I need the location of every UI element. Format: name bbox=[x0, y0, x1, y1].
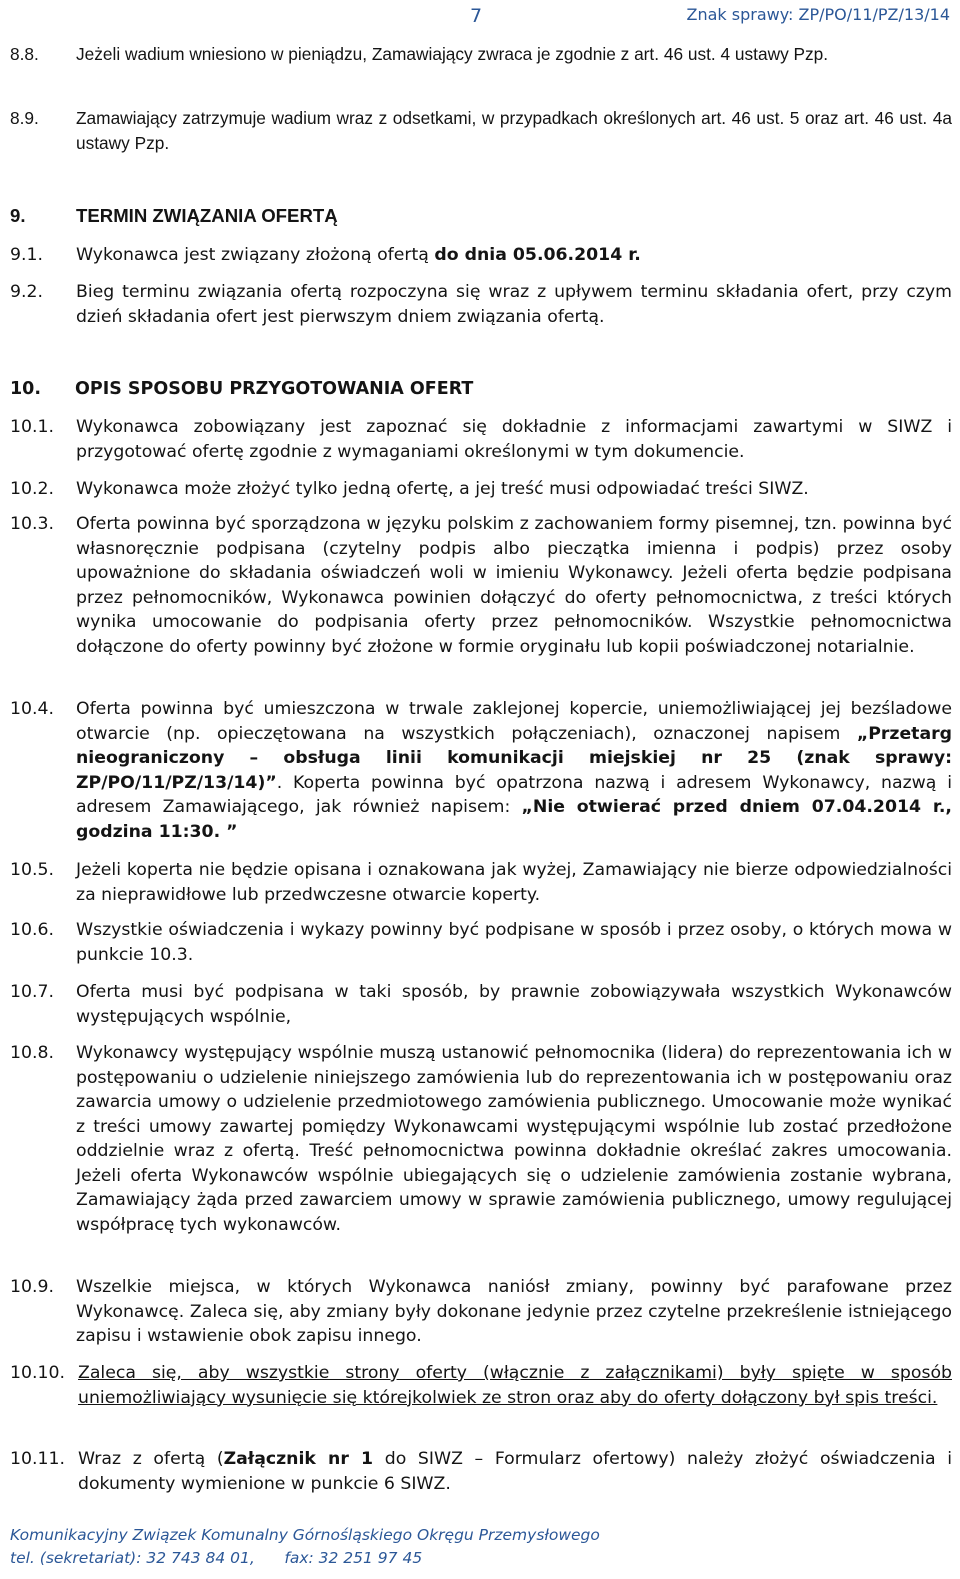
section-number: 10.2. bbox=[10, 479, 54, 499]
section-text: Wykonawcy występujący wspólnie muszą ustanowić pełnomocnika (lidera) do reprezentowania ich w postępowaniu o udzielenie niniejszego zamówienia lub do reprezentowania ich w postępowaniu oraz zawarcia umowy o udzielenie przedmiotowego zamówienia publicznego. Umocowanie może wynikać z treści umowy zawartej pomiędzy Wykonawcami występującymi wspólnie lub zostać przedłożone oddzielnie wraz z ofertą. Treść pełnomocnictwa powinna dokładnie określać zakres umocowania. Jeżeli oferta Wykonawców wspólnie ubiegających się o udzielenie zamówienia zostanie wybrana, Zamawiający żąda przed zawarciem umowy w sprawie zamówienia publicznego, umowy regulującej współpracę tych wykonawców. bbox=[76, 1043, 952, 1235]
section-text: Wykonawca jest związany złożoną ofertą bbox=[76, 245, 435, 265]
section-8-8 bbox=[10, 42, 952, 67]
attachment-label: Załącznik nr 1 bbox=[223, 1449, 374, 1469]
section-10-10 bbox=[10, 1361, 952, 1410]
section-text: Oferta powinna być umieszczona w trwale zaklejonej kopercie, uniemożliwiającej jej bezśladowe otwarcie (np. opieczętowana na wszystkich połączeniach), oznaczonej napisem bbox=[76, 699, 952, 744]
section-number: 10.9. bbox=[10, 1277, 54, 1297]
section-9-1 bbox=[10, 243, 952, 268]
section-text: Jeżeli wadium wniesiono w pieniądzu, Zamawiający zwraca je zgodnie z art. 46 ust. 4 ustawy Pzp. bbox=[76, 44, 829, 64]
section-10-1 bbox=[10, 415, 952, 464]
page-number: 7 bbox=[470, 5, 483, 27]
section-text-cont: do SIWZ – Formularz ofertowy) należy złożyć oświadczenia i dokumenty wymienione w punkcie 6 SIWZ. bbox=[78, 1449, 953, 1494]
section-number: 10.10. bbox=[10, 1363, 65, 1383]
section-10-2 bbox=[10, 477, 952, 502]
section-10-8 bbox=[10, 1041, 952, 1237]
section-text: Zaleca się, aby wszystkie strony oferty (włącznie z załącznikami) były spięte w sposób uniemożliwiający wysunięcie się którejkolwiek ze stron oraz aby do oferty dołączony był spis treści. bbox=[78, 1363, 952, 1408]
section-number: 10.4. bbox=[10, 699, 54, 719]
page-footer bbox=[10, 1524, 600, 1570]
section-10-3 bbox=[10, 512, 952, 659]
section-number: 8.9. bbox=[10, 108, 39, 128]
section-number: 10.3. bbox=[10, 514, 54, 534]
case-reference: Znak sprawy: ZP/PO/11/PZ/13/14 bbox=[686, 5, 950, 24]
section-text: Wraz z ofertą ( bbox=[78, 1449, 224, 1469]
section-text-cont: . Koperta powinna być opatrzona nazwą i adresem Wykonawcy, nazwą i adresem Zamawiającego, jak również napisem: bbox=[76, 772, 952, 817]
heading-number: 10. bbox=[10, 379, 42, 399]
section-number: 10.11. bbox=[10, 1449, 65, 1469]
section-10-11 bbox=[10, 1447, 952, 1496]
section-number: 8.8. bbox=[10, 44, 39, 64]
section-8-9 bbox=[10, 106, 952, 155]
section-text: Bieg terminu związania ofertą rozpoczyna się wraz z upływem terminu składania ofert, przy czym dzień składania ofert jest pierwszym dniem związania ofertą. bbox=[76, 282, 952, 327]
heading-title: TERMIN ZWIĄZANIA OFERTĄ bbox=[76, 205, 338, 226]
section-text: Jeżeli koperta nie będzie opisana i oznakowana jak wyżej, Zamawiający nie bierze odpowiedzialności za nieprawidłowe lub przedwczesne otwarcie koperty. bbox=[76, 860, 952, 905]
section-text: Wszelkie miejsca, w których Wykonawca naniósł zmiany, powinny być parafowane przez Wykonawcę. Zaleca się, aby zmiany były dokonane jedynie przez czytelne przekreślenie istniejącego zapisu i wstawienie obok zapisu innego. bbox=[76, 1277, 952, 1346]
section-number: 9.2. bbox=[10, 282, 43, 302]
footer-organization: Komunikacyjny Związek Komunalny Górnośląskiego Okręgu Przemysłowego bbox=[10, 1526, 600, 1544]
section-text: Wykonawca może złożyć tylko jedną ofertę, a jej treść musi odpowiadać treści SIWZ. bbox=[76, 479, 809, 499]
section-text: Zamawiający zatrzymuje wadium wraz z odsetkami, w przypadkach określonych art. 46 ust. 5 oraz art. 46 ust. 4a ustawy Pzp. bbox=[76, 108, 952, 153]
section-number: 9.1. bbox=[10, 245, 43, 265]
heading-9 bbox=[10, 204, 338, 228]
deadline-date: do dnia 05.06.2014 r. bbox=[434, 245, 641, 265]
section-10-7 bbox=[10, 980, 952, 1029]
section-10-5 bbox=[10, 858, 952, 907]
do-not-open-label: „Nie otwierać przed dniem 07.04.2014 r., godzina 11:30. ” bbox=[76, 797, 953, 842]
footer-contact: tel. (sekretariat): 32 743 84 01, fax: 32 251 97 45 bbox=[10, 1549, 423, 1567]
section-10-6 bbox=[10, 918, 952, 967]
section-number: 10.1. bbox=[10, 417, 54, 437]
section-number: 10.5. bbox=[10, 860, 54, 880]
section-10-4 bbox=[10, 697, 952, 844]
section-text: Oferta powinna być sporządzona w języku polskim z zachowaniem formy pisemnej, tzn. powinna być własnoręcznie podpisana (czytelny podpis albo pieczątka imienna i podpis) przez osoby upoważnione do składania oświadczeń woli w imieniu Wykonawcy. Jeżeli oferta będzie podpisana przez pełnomocników, Wykonawca powinien dołączyć do oferty pełnomocnictwa, z treści których wynika umocowanie do podpisania oferty przez pełnomocników. Wszystkie pełnomocnictwa dołączone do oferty powinny być złożone w formie oryginału lub kopii poświadczonej notarialnie. bbox=[76, 514, 952, 657]
section-number: 10.6. bbox=[10, 920, 54, 940]
section-10-9 bbox=[10, 1275, 952, 1349]
heading-10 bbox=[10, 377, 473, 401]
section-text: Wszystkie oświadczenia i wykazy powinny być podpisane w sposób i przez osoby, o których mowa w punkcie 10.3. bbox=[76, 920, 952, 965]
section-text: Wykonawca zobowiązany jest zapoznać się dokładnie z informacjami zawartymi w SIWZ i przygotować ofertę zgodnie z wymaganiami określonymi w tym dokumencie. bbox=[76, 417, 952, 462]
section-9-2 bbox=[10, 280, 952, 329]
section-text: Oferta musi być podpisana w taki sposób, by prawnie zobowiązywała wszystkich Wykonawców występujących wspólnie, bbox=[76, 982, 952, 1027]
heading-title: OPIS SPOSOBU PRZYGOTOWANIA OFERT bbox=[75, 379, 474, 399]
section-number: 10.7. bbox=[10, 982, 54, 1002]
envelope-label: „Przetarg nieograniczony – obsługa linii komunikacji miejskiej nr 25 (znak sprawy: ZP/PO/11/PZ/13/14)” bbox=[76, 723, 952, 793]
heading-number: 9. bbox=[10, 205, 26, 226]
section-number: 10.8. bbox=[10, 1043, 54, 1063]
